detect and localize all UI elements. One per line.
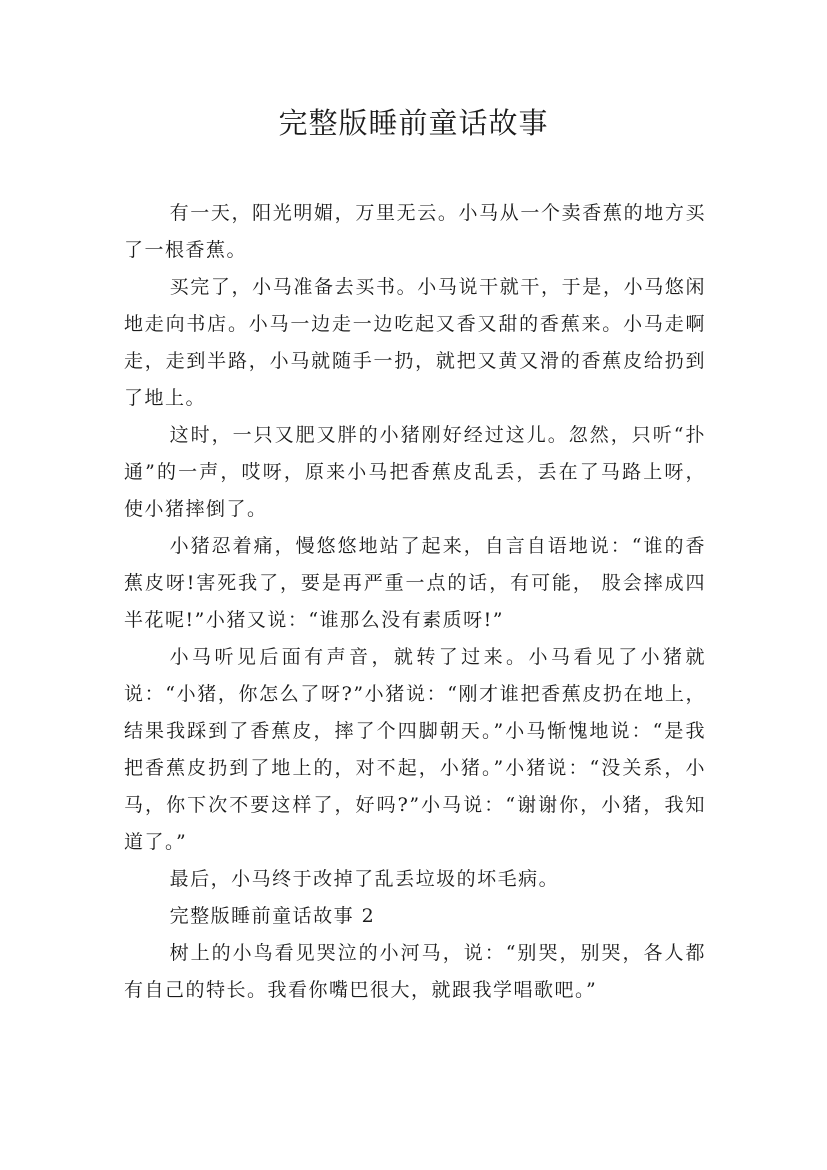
paragraph-5: 小马听见后面有声音，就转了过来。小马看见了小猪就说：“小猪，你怎么了呀?”小猪说：“刚才谁把香蕉皮扔在地上，结果我踩到了香蕉皮，摔了个四脚朝天。”小马惭愧地说：“是我把香蕉皮扔到了地上的，对不起，小猪。”小猪说：“没关系，小马，你下次不要这样了，好吗?”小马说：“谢谢你，小猪，我知道了。”: [124, 646, 706, 853]
section-heading-story-2: 完整版睡前童话故事 2: [169, 905, 376, 927]
paragraph-3: 这时，一只又肥又胖的小猪刚好经过这儿。忽然，只听“扑通”的一声，哎呀，原来小马把香蕉皮乱丢，丢在了马路上呀，使小猪摔倒了。: [124, 424, 706, 520]
document-title: 完整版睡前童话故事: [278, 106, 549, 140]
paragraph-4: 小猪忍着痛，慢悠悠地站了起来，自言自语地说：“谁的香蕉皮呀!害死我了，要是再严重一点的话，有可能， 股会摔成四半花呢!”小猪又说：“谁那么没有素质呀!”: [124, 535, 706, 631]
paragraph-1: 有一天，阳光明媚，万里无云。小马从一个卖香蕉的地方买了一根香蕉。: [124, 202, 706, 261]
paragraph-2: 买完了，小马准备去买书。小马说干就干，于是，小马悠闲地走向书店。小马一边走一边吃起又香又甜的香蕉来。小马走啊走，走到半路，小马就随手一扔，就把又黄又滑的香蕉皮给扔到了地上。: [124, 276, 706, 409]
paragraph-6: 最后，小马终于改掉了乱丢垃圾的坏毛病。: [169, 868, 560, 890]
story-body: [124, 195, 706, 1009]
paragraph-7: 树上的小鸟看见哭泣的小河马，说：“别哭，别哭，各人都有自己的特长。我看你嘴巴很大，就跟我学唱歌吧。”: [124, 942, 706, 1001]
